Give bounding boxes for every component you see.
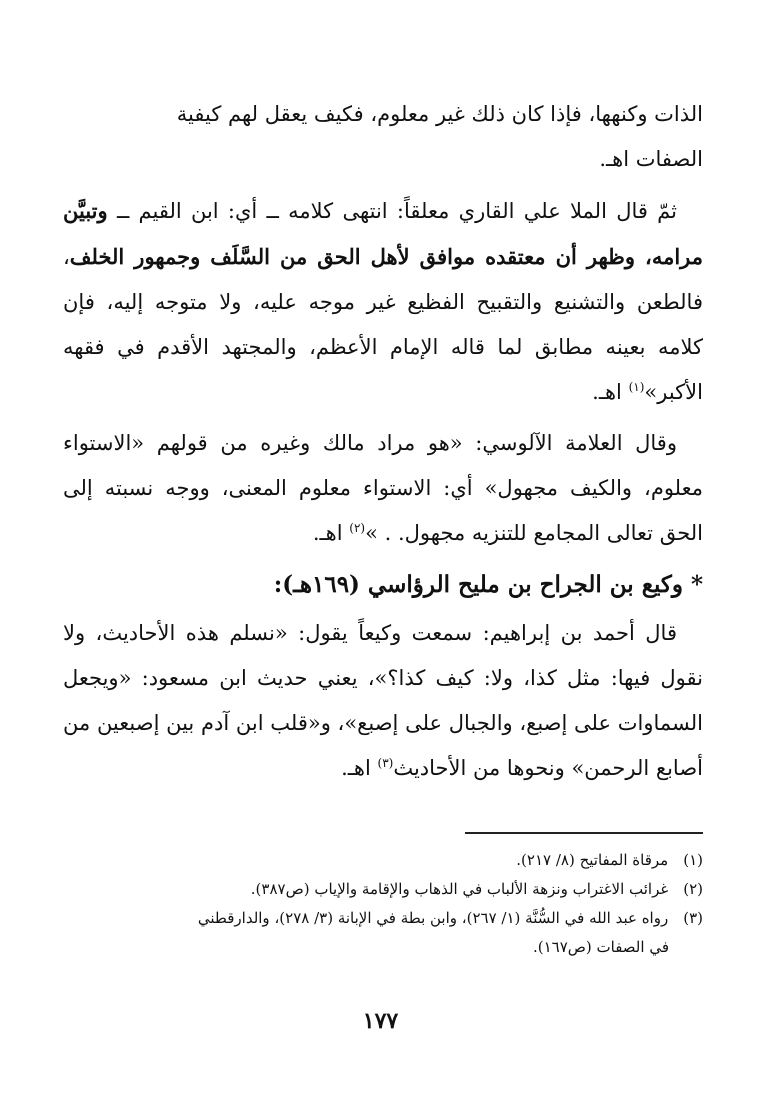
paragraph-4-body: قال أحمد بن إبراهيم: سمعت وكيعاً يقول: «نسلم هذه الأحاديث، ولا نقول فيها: مثل كذا، ولا: كيف كذا؟»، يعني حديث ابن مسعود: «ويجعل السماوات على إصبع، والجبال على إصبع»، و«قلب ابن آدم بين إصبعين من أصابع الرحمن» ونحوها من الأحاديث [63,621,703,780]
footnote-2 [63,875,703,904]
paragraph-2-bold: وتبيَّن مرامه، وظهر أن معتقده موافق لأهل الحق من السَّلَف وجمهور الخلف [63,198,703,269]
paragraph-3-end: اهـ. [312,521,350,545]
footnote-3-continued [63,933,703,962]
footnote-text: رواه عبد الله في السُّنَّة (١/ ٢٦٧)، وابن بطة في الإبانة (٣/ ٢٧٨)، والدارقطني [197,909,669,927]
paragraph-2-end: اهـ. [592,380,629,404]
paragraph-3 [63,421,703,556]
footnote-text: غرائب الاغتراب ونزهة الألباب في الذهاب والإقامة والإياب (ص٣٨٧). [250,880,669,898]
footnote-1 [63,846,703,875]
footnote-ref-3: (٣) [377,756,394,770]
paragraph-4-end: اهـ. [341,756,378,780]
footnote-number: (١) [683,851,703,869]
footnote-number: (٣) [683,909,703,927]
footnote-3 [63,904,703,933]
page-number: ١٧٧ [362,1008,399,1034]
footnotes [63,846,703,962]
main-text [63,92,703,797]
paragraph-3-body: وقال العلامة الآلوسي: «هو مراد مالك وغيره من قولهم «الاستواء معلوم، والكيف مجهول» أي: الاستواء معلوم المعنى، ووجه نسبته إلى الحق تعالى المجامع للتنزيه مجهول. . » [63,431,703,545]
paragraph-1-line-2: الصفات اهـ. [599,147,703,171]
footnote-text: مرقاة المفاتيح (٨/ ٢١٧). [516,851,669,869]
paragraph-2-body: ، فالطعن والتشنيع والتقبيح الفظيع غير موجه عليه، ولا متوجه إليه، فإن كلامه بعينه مطابق لما قاله الإمام الأعظم، والمجتهد الأقدم في فقهه الأكبر» [63,245,703,404]
footnote-divider [465,832,703,834]
paragraph-1 [63,92,703,182]
footnote-number: (٢) [683,880,703,898]
footnote-ref-1: (١) [628,380,645,394]
footnote-text: في الصفات (ص١٦٧). [532,938,669,956]
section-heading: * وكيع بن الجراح بن مليح الرؤاسي (١٦٩هـ): [273,571,703,598]
paragraph-2-intro: ثمّ قال الملا علي القاري معلقاً: انتهى كلامه ــ أي: ابن القيم ــ [116,199,677,223]
paragraph-1-line-1: الذات وكنهها، فإذا كان ذلك غير معلوم، فكيف يعقل لهم كيفية [176,102,703,126]
paragraph-4 [63,611,703,791]
footnote-ref-2: (٢) [349,521,366,535]
paragraph-2 [63,188,703,415]
